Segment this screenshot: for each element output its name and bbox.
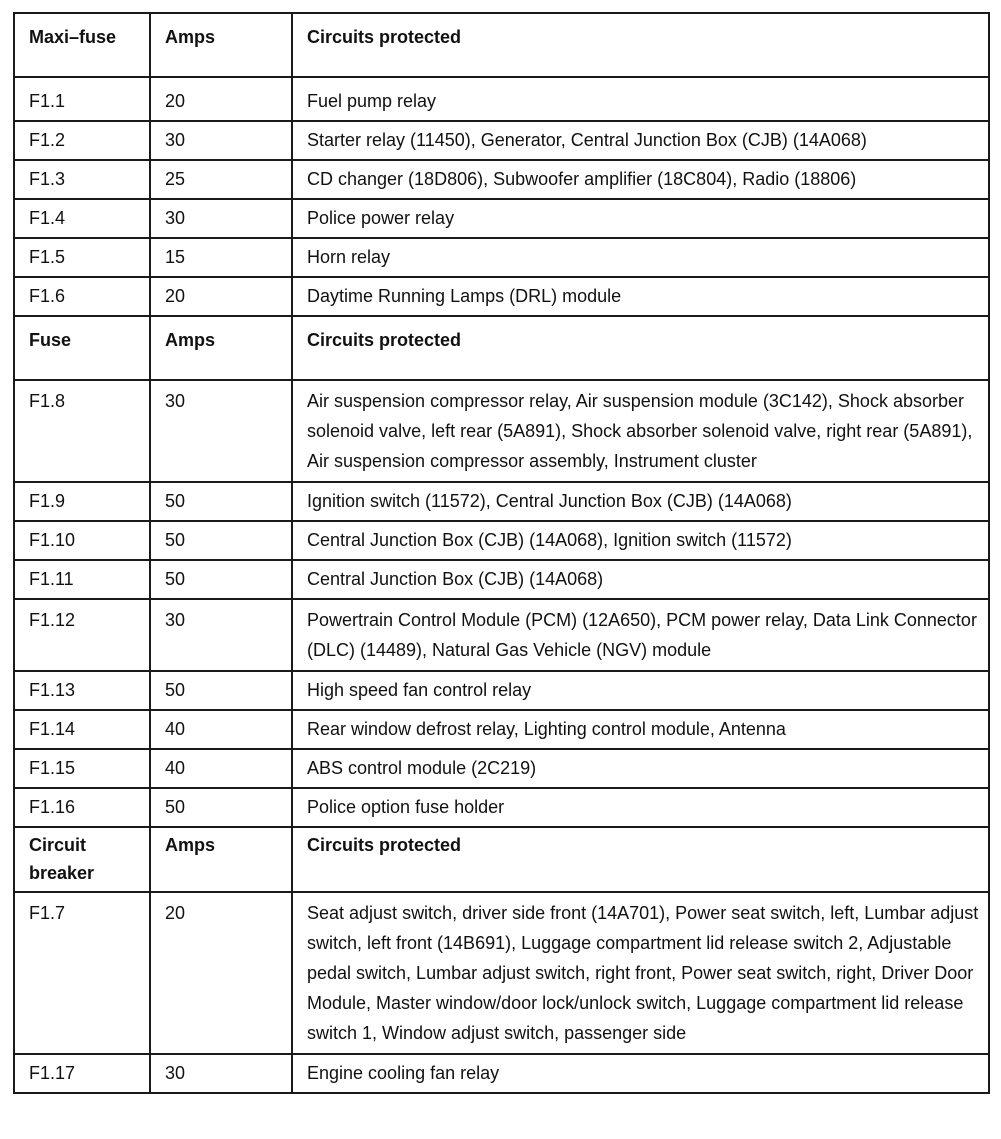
table-row	[14, 238, 989, 277]
circuits-cell: Powertrain Control Module (PCM) (12A650), PCM power relay, Data Link Connector (DLC) (14489), Natural Gas Vehicle (NGV) module	[292, 599, 989, 671]
table-row	[14, 892, 989, 1054]
circuits-cell: Central Junction Box (CJB) (14A068), Ignition switch (11572)	[292, 521, 989, 560]
amps-cell: 20	[150, 892, 292, 1054]
amps-cell: 50	[150, 560, 292, 599]
fuse-id-cell: F1.15	[14, 749, 150, 788]
circuits-cell: High speed fan control relay	[292, 671, 989, 710]
table-header-row	[14, 13, 989, 77]
table-row	[14, 710, 989, 749]
table-row	[14, 1054, 989, 1093]
circuits-cell: Horn relay	[292, 238, 989, 277]
circuits-cell: Police option fuse holder	[292, 788, 989, 827]
header-cell-type: Circuit breaker	[14, 827, 150, 892]
header-cell-circuits: Circuits protected	[292, 13, 989, 77]
amps-cell: 30	[150, 121, 292, 160]
amps-cell: 50	[150, 671, 292, 710]
fuse-id-cell: F1.8	[14, 380, 150, 482]
table-row	[14, 380, 989, 482]
fuse-table	[13, 12, 990, 1094]
header-cell-circuits: Circuits protected	[292, 827, 989, 892]
circuits-cell: Starter relay (11450), Generator, Central Junction Box (CJB) (14A068)	[292, 121, 989, 160]
amps-cell: 30	[150, 380, 292, 482]
header-cell-circuits: Circuits protected	[292, 316, 989, 380]
table-row	[14, 788, 989, 827]
fuse-id-cell: F1.11	[14, 560, 150, 599]
table-row	[14, 482, 989, 521]
header-cell-type: Fuse	[14, 316, 150, 380]
circuits-cell: Central Junction Box (CJB) (14A068)	[292, 560, 989, 599]
header-cell-amps: Amps	[150, 827, 292, 892]
circuits-cell: Rear window defrost relay, Lighting control module, Antenna	[292, 710, 989, 749]
fuse-id-cell: F1.2	[14, 121, 150, 160]
header-cell-amps: Amps	[150, 13, 292, 77]
header-cell-type: Maxi–fuse	[14, 13, 150, 77]
amps-cell: 40	[150, 749, 292, 788]
circuits-cell: Engine cooling fan relay	[292, 1054, 989, 1093]
fuse-id-cell: F1.5	[14, 238, 150, 277]
fuse-id-cell: F1.16	[14, 788, 150, 827]
table-row	[14, 277, 989, 316]
amps-cell: 30	[150, 1054, 292, 1093]
fuse-id-cell: F1.14	[14, 710, 150, 749]
fuse-id-cell: F1.4	[14, 199, 150, 238]
table-row	[14, 521, 989, 560]
table-row	[14, 199, 989, 238]
header-cell-amps: Amps	[150, 316, 292, 380]
circuits-cell: Seat adjust switch, driver side front (14A701), Power seat switch, left, Lumbar adjust switch, left front (14B691), Luggage compartment lid release switch 2, Adjustable pedal switch, Lumbar adjust switch, right front, Power seat switch, right, Driver Door Module, Master window/door lock/unlock switch, Luggage compartment lid release switch 1, Window adjust switch, passenger side	[292, 892, 989, 1054]
fuse-id-cell: F1.7	[14, 892, 150, 1054]
amps-cell: 50	[150, 788, 292, 827]
table-row	[14, 77, 989, 121]
circuits-cell: Daytime Running Lamps (DRL) module	[292, 277, 989, 316]
fuse-id-cell: F1.1	[14, 77, 150, 121]
amps-cell: 30	[150, 199, 292, 238]
table-header-row	[14, 827, 989, 892]
table-row	[14, 671, 989, 710]
circuits-cell: Air suspension compressor relay, Air suspension module (3C142), Shock absorber solenoid valve, left rear (5A891), Shock absorber solenoid valve, right rear (5A891), Air suspension compressor assembly, Instrument cluster	[292, 380, 989, 482]
circuits-cell: Police power relay	[292, 199, 989, 238]
amps-cell: 20	[150, 277, 292, 316]
circuits-cell: CD changer (18D806), Subwoofer amplifier (18C804), Radio (18806)	[292, 160, 989, 199]
table-row	[14, 560, 989, 599]
circuits-cell: Fuel pump relay	[292, 77, 989, 121]
fuse-id-cell: F1.12	[14, 599, 150, 671]
fuse-id-cell: F1.17	[14, 1054, 150, 1093]
fuse-id-cell: F1.9	[14, 482, 150, 521]
amps-cell: 15	[150, 238, 292, 277]
fuse-id-cell: F1.10	[14, 521, 150, 560]
circuits-cell: Ignition switch (11572), Central Junction Box (CJB) (14A068)	[292, 482, 989, 521]
amps-cell: 40	[150, 710, 292, 749]
fuse-id-cell: F1.13	[14, 671, 150, 710]
table-row	[14, 599, 989, 671]
table-row	[14, 160, 989, 199]
fuse-id-cell: F1.6	[14, 277, 150, 316]
table-header-row	[14, 316, 989, 380]
amps-cell: 30	[150, 599, 292, 671]
fuse-id-cell: F1.3	[14, 160, 150, 199]
table-row	[14, 749, 989, 788]
amps-cell: 50	[150, 482, 292, 521]
amps-cell: 20	[150, 77, 292, 121]
amps-cell: 25	[150, 160, 292, 199]
circuits-cell: ABS control module (2C219)	[292, 749, 989, 788]
table-row	[14, 121, 989, 160]
amps-cell: 50	[150, 521, 292, 560]
